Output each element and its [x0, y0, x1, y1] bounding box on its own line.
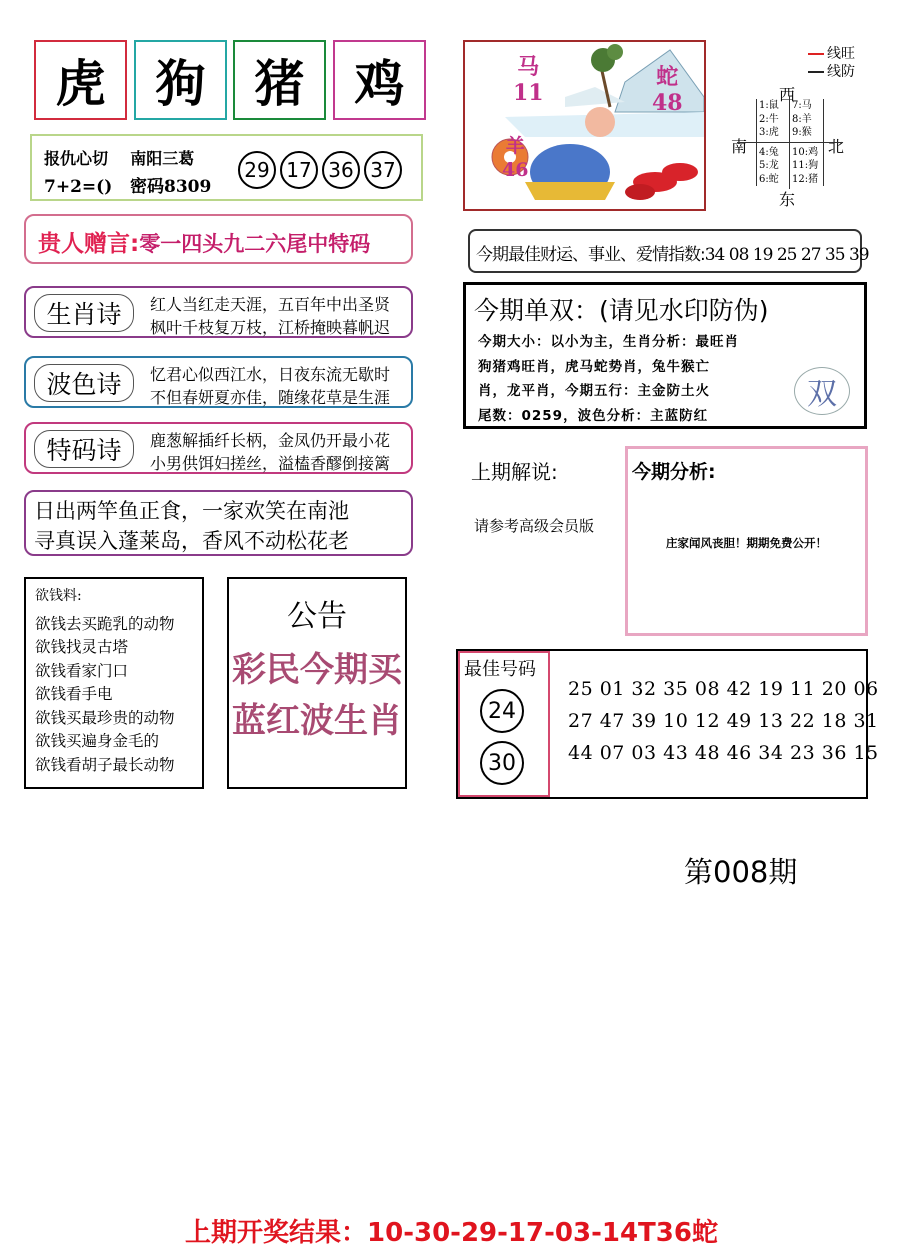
compass-east: 东 — [779, 190, 796, 209]
compass-cell: 10:鸡 — [792, 146, 819, 158]
wave-color-poem-box — [24, 356, 413, 408]
legend-line-black — [808, 71, 824, 73]
circled-number: 37 — [364, 151, 402, 189]
odd-even-title: 今期单双： — [474, 296, 600, 325]
odd-even-line: 今期大小：以小为主，生肖分析：最旺肖 — [478, 334, 739, 350]
compass-cell: 8:羊 — [792, 113, 812, 125]
last-explain-title: 上期解说: — [471, 460, 558, 484]
odd-even-line: 尾数：0259，波色分析：主蓝防红 — [478, 407, 709, 424]
analysis-text: 庄家闻风丧胆！期期免费公开！ — [666, 536, 827, 550]
best-circled-number: 30 — [480, 741, 524, 785]
noble-words-box — [24, 214, 413, 264]
riddle-text: 7+2=() — [44, 177, 113, 197]
issue-number: 第008期 — [684, 855, 798, 889]
best-numbers-box — [456, 649, 879, 799]
poem-label: 特码诗 — [34, 430, 134, 468]
analysis-title: 今期分析: — [632, 461, 716, 483]
compass-cross-h — [737, 142, 843, 143]
snake-char: 蛇 — [656, 64, 679, 90]
poem-line: 日出两竿鱼正食，一家欢笑在南池 — [34, 499, 349, 523]
legend-text: 线旺 — [827, 46, 855, 62]
number-row: 27 47 39 10 12 49 13 22 18 31 — [568, 710, 879, 732]
compass-cell: 1:鼠 — [759, 100, 779, 111]
fortune-index-box — [468, 229, 869, 273]
list-item: 欲钱找灵古塔 — [35, 638, 129, 656]
sunrise-poem-box — [24, 490, 413, 556]
compass-south: 南 — [731, 137, 748, 156]
notice-box — [227, 577, 407, 789]
zodiac-box-4: 鸡 — [333, 40, 426, 120]
snake-label — [652, 64, 683, 116]
best-numbers-title: 最佳号码 — [464, 659, 536, 680]
best-numbers-left — [458, 651, 550, 797]
sheep-number: 46 — [502, 159, 529, 181]
compass-cell: 6:蛇 — [759, 173, 779, 185]
list-item: 欲钱去买跪乳的动物 — [35, 614, 175, 633]
last-result-value: 10-30-29-17-03-14T36蛇 — [367, 1218, 718, 1248]
compass-cell: 5:龙 — [759, 160, 779, 171]
poem-line: 小男供饵妇搓丝，溢榼香醪倒接篱 — [150, 454, 391, 473]
zodiac-poem-box — [24, 286, 413, 338]
zodiac-box-2: 狗 — [134, 40, 227, 120]
want-money-box — [24, 577, 204, 789]
circled-number: 29 — [238, 151, 276, 189]
analysis-box — [625, 446, 868, 636]
compass-cell: 3:虎 — [759, 127, 779, 138]
compass-cell: 9:猴 — [792, 127, 812, 138]
poem-line: 鹿葱解插纤长柄，金凤仍开最小花 — [150, 431, 391, 450]
fortune-label: 今期最佳财运、事业、爱情指数: — [476, 245, 705, 265]
poem-line: 寻真误入蓬莱岛，香风不动松花老 — [34, 529, 349, 553]
poem-label: 生肖诗 — [34, 294, 134, 332]
zodiac-picture — [463, 40, 706, 211]
noble-text: 零一四头九二六尾中特码 — [139, 232, 371, 256]
last-result-label: 上期开奖结果： — [185, 1218, 368, 1248]
revenge-box — [30, 134, 423, 201]
best-circled-number: 24 — [480, 689, 524, 733]
last-explain-text: 请参考高级会员版 — [474, 517, 595, 535]
horse-char: 马 — [517, 54, 540, 80]
special-code-poem-box — [24, 422, 413, 474]
password-text: 密码8309 — [130, 177, 212, 197]
list-item: 欲钱看手电 — [35, 685, 113, 703]
sheep-label — [502, 134, 528, 182]
odd-even-box — [463, 282, 867, 429]
revenge-text: 报仇心切 — [44, 149, 109, 168]
list-item: 欲钱看胡子最长动物 — [35, 755, 175, 774]
list-item: 欲钱看家门口 — [35, 661, 129, 680]
notice-line: 彩民今期买 — [232, 650, 402, 690]
compass-cell: 2:牛 — [759, 113, 779, 125]
poem-line: 枫叶千枝复万枝，江桥掩映暮帆迟 — [150, 318, 391, 337]
poem-line: 不但春妍夏亦佳，随缘花草是生涯 — [150, 388, 391, 407]
legend-text: 线防 — [827, 64, 855, 80]
double-stamp: 双 — [794, 367, 850, 415]
compass-cell: 11:狗 — [792, 160, 819, 171]
list-item: 欲钱买遍身金毛的 — [35, 732, 160, 750]
compass-cross-v — [789, 96, 790, 189]
compass-west: 西 — [779, 85, 796, 104]
horse-label — [513, 54, 544, 106]
horse-number: 11 — [513, 80, 544, 106]
circled-number: 17 — [280, 151, 318, 189]
compass-cell: 7:马 — [792, 100, 812, 111]
poem-label: 波色诗 — [34, 364, 134, 402]
odd-even-line: 狗猪鸡旺肖，虎马蛇势肖，兔牛猴亡 — [478, 358, 710, 375]
poem-line: 红人当红走天涯，五百年中出圣贤 — [150, 295, 391, 314]
fortune-numbers: 34 08 19 25 27 35 39 — [704, 245, 869, 265]
zodiac-box-1: 虎 — [34, 40, 127, 120]
watermark-note: (请见水印防伪) — [599, 296, 769, 325]
number-row: 44 07 03 43 48 46 34 23 36 15 — [568, 742, 879, 764]
compass-legend — [808, 45, 855, 81]
nanyang-text: 南阳三葛 — [130, 149, 195, 168]
notice-title: 公告 — [287, 599, 347, 634]
compass-grid — [756, 99, 824, 186]
zodiac-box-3: 猪 — [233, 40, 326, 120]
sheep-char: 羊 — [505, 135, 525, 157]
legend-line-red — [808, 53, 824, 55]
odd-even-line: 肖，龙平肖，今期五行：主金防土火 — [478, 383, 710, 399]
compass-cell: 4:兔 — [759, 146, 779, 158]
list-item: 欲钱买最珍贵的动物 — [35, 708, 175, 727]
number-row: 25 01 32 35 08 42 19 11 20 06 — [568, 678, 879, 700]
circled-number: 36 — [322, 151, 360, 189]
noble-label: 贵人赠言: — [38, 231, 140, 257]
last-result — [185, 1212, 718, 1249]
notice-line: 蓝红波生肖 — [232, 701, 402, 741]
want-money-title: 欲钱料: — [35, 588, 82, 604]
compass-north: 北 — [828, 137, 845, 156]
poem-line: 忆君心似西江水，日夜东流无歇时 — [150, 365, 391, 384]
snake-number: 48 — [652, 90, 683, 116]
compass-cell: 12:猪 — [792, 173, 819, 185]
